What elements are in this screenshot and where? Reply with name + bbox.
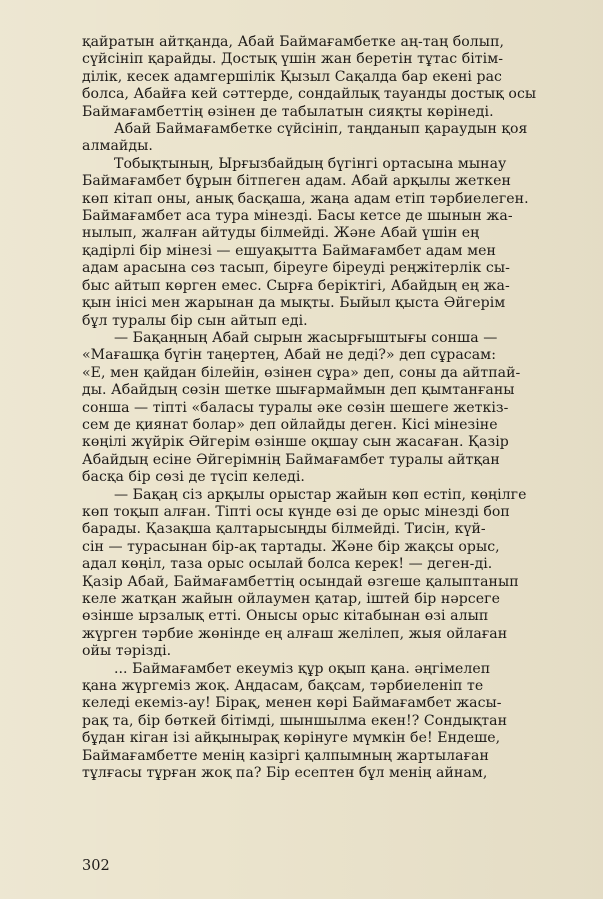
text-line: ды. Абайдың сөзін шетке шығармаймын деп қымтанғаны: [82, 382, 515, 399]
text-line: басқа бір сөзі де түсіп келеді.: [82, 469, 305, 486]
text-line: Баймағамбет бұрын бітпеген адам. Абай арқылы жеткен: [82, 173, 511, 190]
text-line: қайратын айтқанда, Абай Баймағамбетке аң-таң болып,: [82, 34, 505, 50]
text-line: Абайдың есіне Әйгерімнің Баймағамбет туралы айтқан: [82, 451, 500, 468]
text-line: көп тоқып алған. Тіпті осы күнде өзі де орыс мінезді боп: [82, 503, 510, 520]
text-line: сін — турасынан бір-ақ тартады. Және бір жақсы орыс,: [82, 538, 500, 555]
text-line: келе жатқан жайын ойлаумен қатар, іштей бір нәрсеге: [82, 591, 500, 607]
text-line: бұдан кіган ізі айқынырақ көрінуге мүмкін бе! Ендеше,: [82, 730, 501, 747]
paragraph: [82, 661, 582, 783]
text-line: адам арасына сөз тасып, біреуге біреуді реңжітерлік сы-: [82, 260, 510, 277]
text-line: Баймағамбетте менің казіргі қалпымның жартылаған: [82, 747, 489, 764]
text-line: қын інісі мен жарынан да мықты. Быйыл қыста Әйгерім: [82, 295, 506, 312]
text-line: Баймағамбет аса тура мінезді. Басы кетсе де шынын жа-: [82, 208, 513, 225]
text-line: — Бақаңның Абай сырын жасырғыштығы сонша —: [114, 329, 498, 346]
text-line: сүйсініп қарайды. Достық үшін жан беретін тұтас бітім-: [82, 51, 504, 68]
text-line: қадірлі бір мінезі — ешуақытта Баймағамбет адам мен: [82, 242, 496, 259]
text-line: быс айтып көрген емес. Сырға беріктігі, Абайдың ең жа-: [82, 277, 510, 294]
paragraph: [82, 330, 582, 487]
text-line: бұл туралы бір сын айтып еді.: [82, 312, 308, 329]
text-line: рақ та, бір бөткей бітімді, шыншылма екен!? Сондықтан: [82, 712, 508, 729]
paragraph: [82, 121, 582, 156]
text-line: — Бақаң сіз арқылы орыстар жайын көп естіп, көңілге: [114, 486, 527, 503]
text-line: нылып, жалған айтуды білмейді. Және Абай үшін ең: [82, 225, 480, 242]
text-line: барады. Қазақша қалтарысыңды білмейді. Тисін, күй-: [82, 521, 486, 538]
text-line: көп кітап оны, анық басқаша, жаңа адам етіп тәрбиелеген.: [82, 190, 529, 207]
text-line: адал көңіл, таза орыс осылай болса керек! — деген-ді.: [82, 556, 493, 573]
text-line: алмайды.: [82, 138, 153, 155]
text-line: Тобықтының, Ырғызбайдың бүгінгі ортасына мынау: [114, 155, 507, 172]
text-line: Абай Баймағамбетке сүйсініп, таңданып қараудын қоя: [114, 121, 528, 138]
text-line: Қазір Абай, Баймағамбеттің осындай өзгеше қалыптанып: [82, 573, 519, 590]
paragraph: [82, 487, 582, 661]
text-line: қана жүргеміз жоқ. Аңдасам, бақсам, тәрбиеленіп те: [82, 678, 484, 695]
text-line: көңілі жүйрік Әйгерім өзінше оқшау сын жасаған. Қазір: [82, 434, 509, 451]
text-line: ... Баймағамбет екеуміз құр оқып қана. әңгімелеп: [114, 660, 491, 677]
text-line: «Мағашқа бүгін таңертең, Абай не деді?» деп сұрасам:: [82, 347, 496, 364]
text-line: сонша — тіпті «баласы туралы әке сөзін шешеге жеткіз-: [82, 399, 509, 416]
text-line: тұлғасы тұрған жоқ па? Бір есептен бұл менің айнам,: [82, 765, 488, 782]
text-line: өзінше ырзалық етті. Онысы орыс кітабынан өзі алып: [82, 608, 489, 625]
text-line: ойы тәрізді.: [82, 643, 172, 660]
text-line: «Е, мен қайдан білейін, өзінен сұра» деп, соны да айтпай-: [82, 364, 521, 381]
text-line: жүрген тәрбие жөнінде ең алғаш желілеп, жыя ойлаған: [82, 625, 508, 642]
text-line: болса, Абайға кей сәттерде, сондайлық тауанды достық осы: [82, 86, 537, 103]
text-line: ділік, кесек адамгершілік Қызыл Сақалда бар екені рас: [82, 68, 502, 85]
paragraph: [82, 156, 582, 330]
page-number: 302: [82, 858, 110, 874]
page-text: [82, 34, 582, 782]
text-line: келеді екеміз-ау! Бірақ, менен көрі Баймағамбет жасы-: [82, 695, 502, 712]
text-line: Баймағамбеттің өзінен де табылатын сияқты көрінеді.: [82, 103, 494, 120]
text-line: сем де қиянат болар» деп ойлайды деген. Кісі мінезіне: [82, 416, 498, 433]
paragraph: [82, 34, 582, 121]
